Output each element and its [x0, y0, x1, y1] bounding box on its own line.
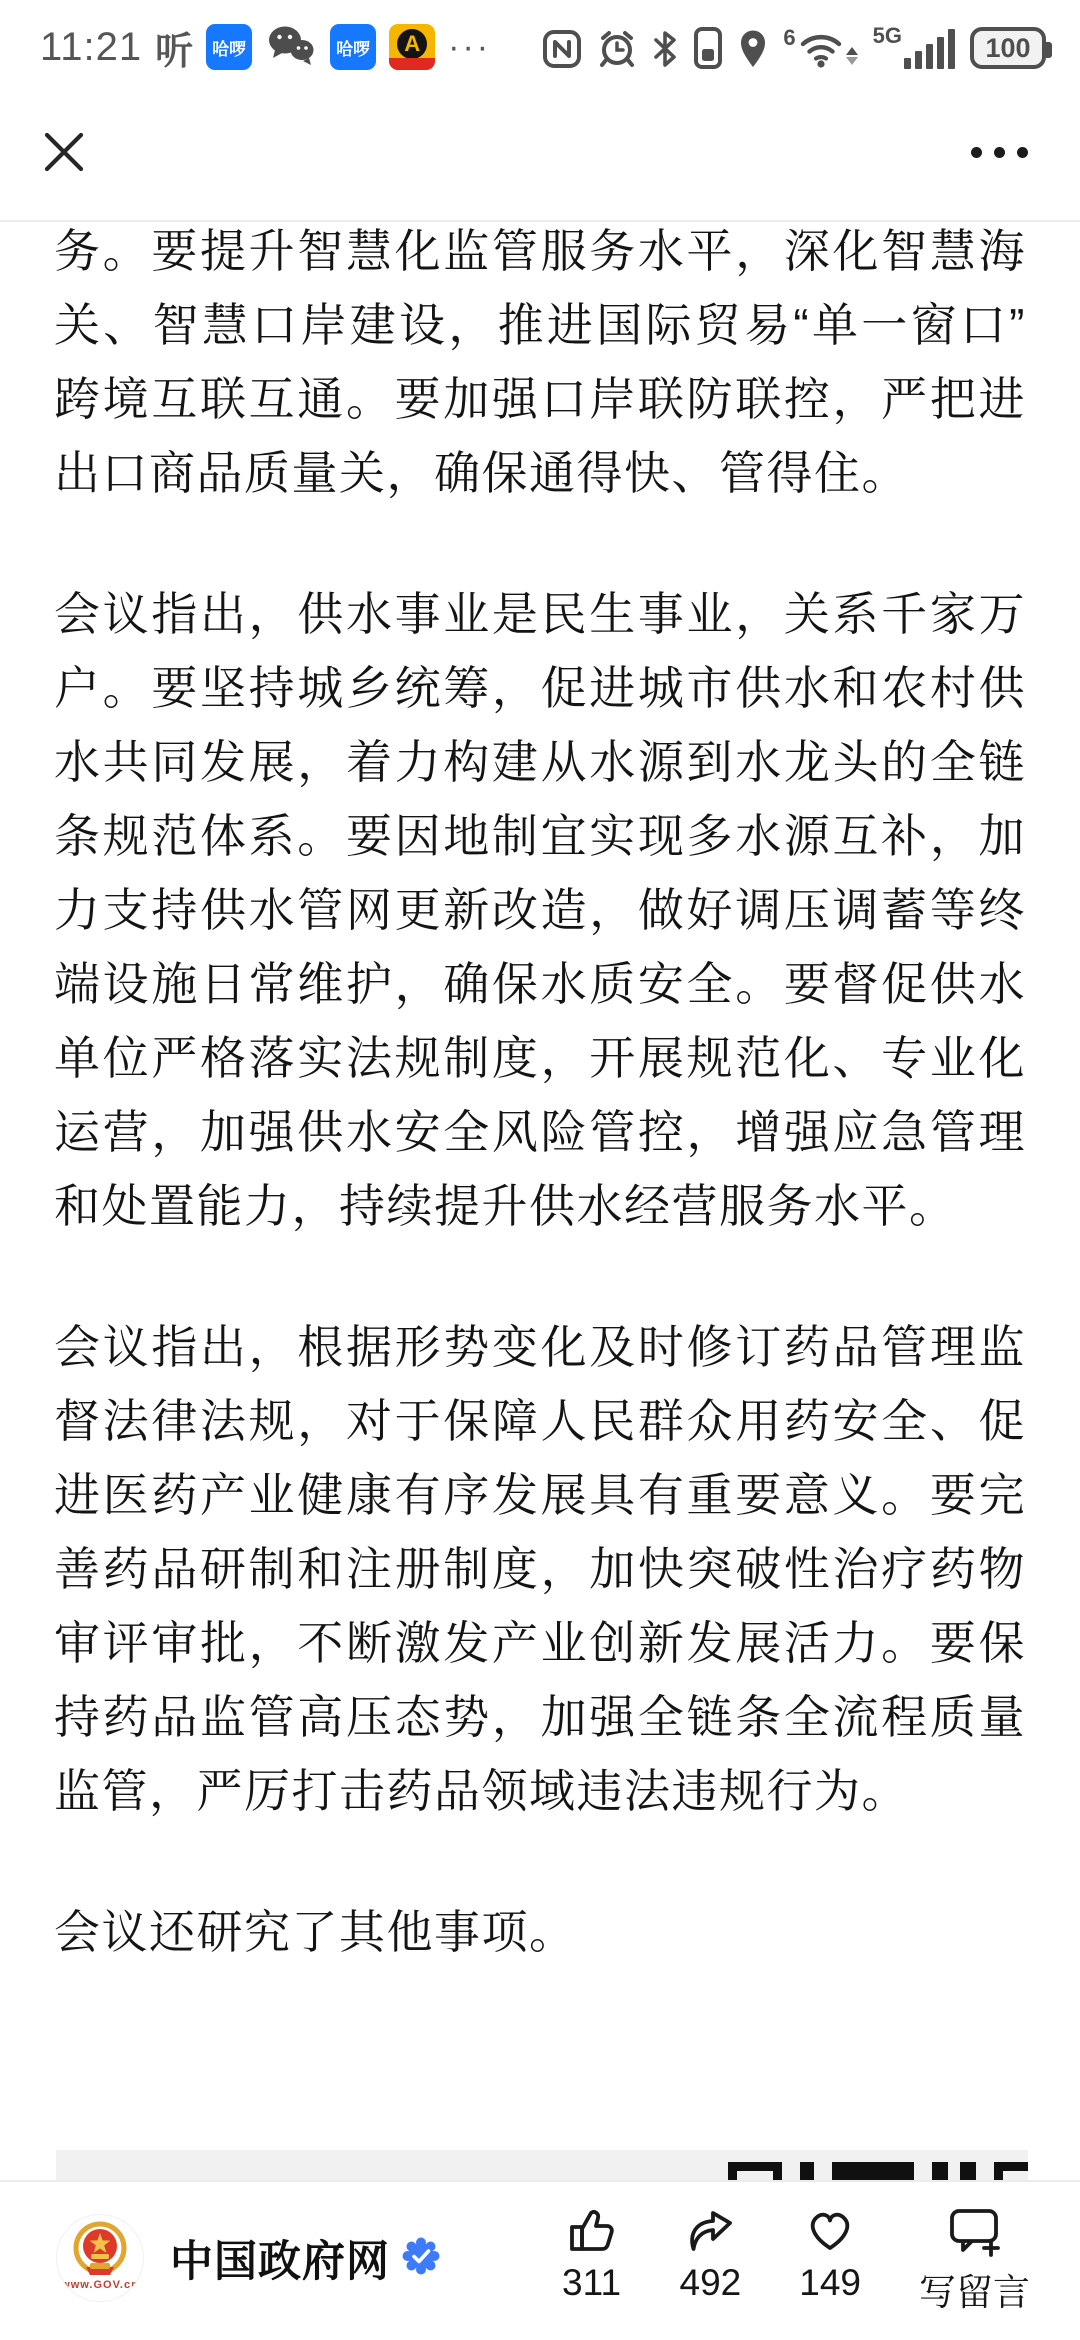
hello-app-icon: 哈啰: [206, 24, 252, 70]
alarm-icon: [597, 29, 637, 69]
comment-icon: [945, 2202, 1005, 2258]
nfc-icon: [542, 29, 582, 69]
heart-icon: [802, 2202, 858, 2258]
status-bar-right: [542, 25, 1046, 69]
clock-time: 11:21: [40, 24, 143, 69]
article-paragraph: 会议指出，根据形势变化及时修订药品管理监督法律法规，对于保障人民群众用药安全、促进医药产业健康有序发展具有重要意义。要完善药品研制和注册制度，加快突破性治疗药物审评审批，不断激发产业创新发展活力。要保持药品监管高压态势，加强全链条全流程质量监管，严厉打击药品领域违法违规行为。: [54, 1321, 1026, 1817]
close-icon: [41, 129, 87, 175]
hello-app-icon-2: 哈啰: [330, 24, 376, 70]
wechat-icon: [265, 22, 317, 73]
more-options-button[interactable]: [971, 122, 1028, 182]
share-count: 492: [679, 2262, 742, 2303]
favorite-count: 149: [799, 2262, 861, 2303]
more-dot: [1017, 147, 1028, 158]
wifi-generation-label: 6: [783, 25, 796, 50]
share-arrow-icon: [682, 2202, 738, 2258]
gold-app-icon: [389, 24, 435, 70]
article-body: [54, 214, 1026, 1969]
battery-icon: 100: [970, 27, 1046, 69]
close-button[interactable]: [34, 122, 94, 182]
favorite-button[interactable]: [799, 2202, 861, 2304]
like-button[interactable]: [562, 2202, 622, 2304]
comment-button[interactable]: [919, 2202, 1030, 2316]
wifi-icon: [798, 27, 844, 69]
signal-bars-icon: [904, 25, 955, 69]
avatar-caption: www.GOV.cn: [61, 2279, 139, 2291]
network-type-label: 5G: [872, 23, 902, 48]
wifi6-indicator: [783, 27, 857, 69]
status-bar: [0, 0, 1080, 84]
share-button[interactable]: [680, 2202, 742, 2304]
like-count: 311: [562, 2262, 622, 2303]
engagement-actions: [562, 2200, 1030, 2316]
national-emblem-icon: [72, 2221, 128, 2281]
publisher-name[interactable]: 中国政府网: [170, 2237, 390, 2286]
thumbs-up-icon: [564, 2202, 620, 2258]
cellular-indicator: [873, 25, 955, 69]
notification-overflow-dots: ···: [448, 27, 492, 66]
more-dot: [971, 147, 982, 158]
more-dot: [994, 147, 1005, 158]
publisher-info[interactable]: [56, 2214, 440, 2302]
gold-app-logo: A: [397, 29, 427, 59]
status-bar-left: [40, 20, 491, 75]
article-paragraph: 务。要提升智慧化监管服务水平，深化智慧海关、智慧口岸建设，推进国际贸易“单一窗口”跨境互联互通。要加强口岸联防联控，严把进出口商品质量关，确保通得快、管得住。: [54, 225, 1026, 499]
article-paragraph: 会议还研究了其他事项。: [54, 1906, 577, 1958]
bluetooth-icon: [652, 29, 678, 69]
publisher-avatar[interactable]: [56, 2214, 144, 2302]
phone-vibrate-icon: [693, 27, 723, 69]
listening-icon: 听: [155, 30, 194, 73]
location-icon: [738, 29, 768, 69]
wifi-activity-arrows: [846, 27, 858, 67]
gold-app-banner: [389, 58, 435, 70]
comment-label: 写留言: [919, 2272, 1030, 2313]
article-header-bar: [0, 84, 1080, 222]
verified-badge-icon: [402, 2237, 440, 2280]
footer-action-bar: [0, 2180, 1080, 2340]
article-trailing-image-clipped: [56, 2150, 1028, 2180]
article-paragraph: 会议指出，供水事业是民生事业，关系千家万户。要坚持城乡统筹，促进城市供水和农村供水共同发展，着力构建从水源到水龙头的全链条规范体系。要因地制宜实现多水源互补，加力支持供水管网更新改造，做好调压调蓄等终端设施日常维护，确保水质安全。要督促供水单位严格落实法规制度，开展规范化、专业化运营，加强供水安全风险管控，增强应急管理和处置能力，持续提升供水经营服务水平。: [54, 588, 1026, 1232]
